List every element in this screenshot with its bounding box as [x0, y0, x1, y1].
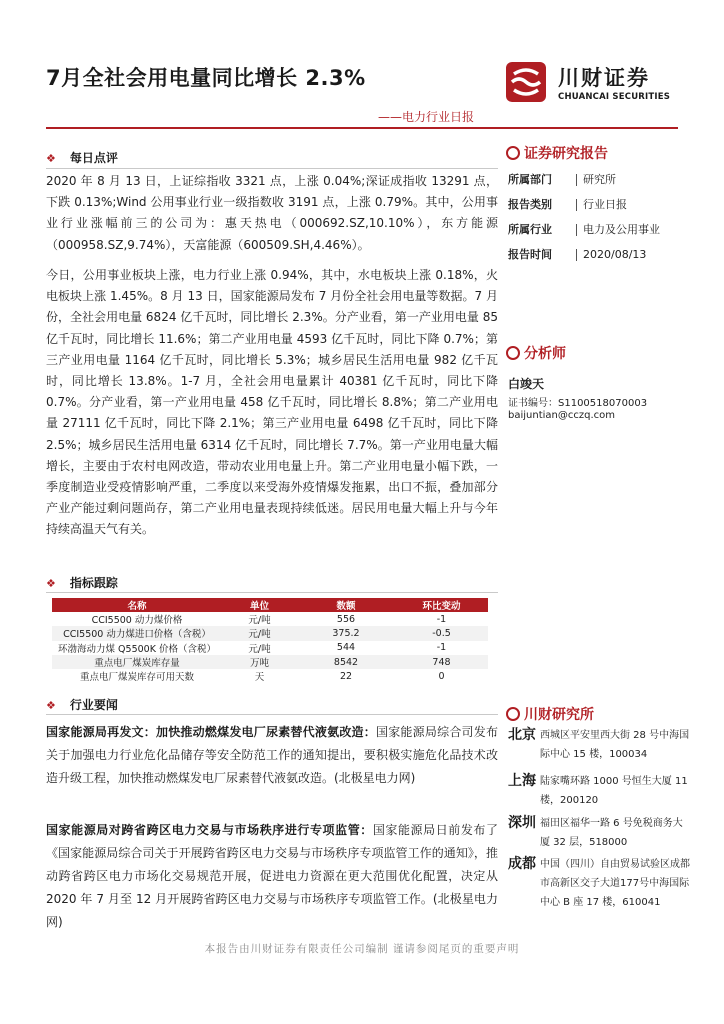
- office-address: 陆家嘴环路 1000 号恒生大厦 11 楼，200120: [540, 776, 688, 806]
- header-divider: [46, 127, 678, 129]
- table-cell: 元/吨: [248, 643, 271, 655]
- meta-row: [508, 242, 698, 267]
- table-cell: 544: [336, 642, 356, 654]
- table-row: [52, 626, 488, 640]
- report-subtitle: ——电力行业日报: [378, 110, 475, 124]
- table-cell: -1: [436, 642, 447, 654]
- footer-disclaimer: 本报告由川财证券有限责任公司编制 谨请参阅尾页的重要声明: [204, 943, 520, 955]
- heading-text: 分析师: [524, 346, 566, 362]
- report-title: 7月全社会用电量同比增长 2.3%: [46, 66, 366, 90]
- analyst-name: 白竣天: [508, 377, 545, 391]
- meta-key: 所属部门: [508, 173, 552, 186]
- meta-value: 2020/08/13: [576, 249, 646, 261]
- circle-info-icon: [506, 346, 520, 360]
- chuancai-logo-icon: [506, 62, 546, 102]
- logo-chinese-name: 川财证券: [558, 66, 650, 90]
- section-underline: [46, 168, 498, 169]
- office-city: 成都: [508, 856, 536, 872]
- report-info-heading: [506, 143, 608, 163]
- section-heading: 每日点评: [69, 151, 118, 165]
- section-heading: 指标跟踪: [69, 576, 118, 590]
- column-header: 名称: [52, 598, 222, 612]
- meta-row: [508, 167, 698, 192]
- meta-row: [508, 217, 698, 242]
- table-cell: 8542: [297, 655, 395, 669]
- news-headline: 国家能源局再发文：加快推动燃煤发电厂尿素替代液氨改造：: [46, 725, 376, 739]
- daily-review-paragraph-2: 今日，公用事业板块上涨，电力行业上涨 0.94%，其中，水电板块上涨 0.18%，火电板块上涨 1.45%。8 月 13 日，国家能源局发布 7 月份全社会用电量等数据。7 月份，全社会用电量 6824 亿千瓦时，同比增长 2.3%。分产业看，第一产业用电量 85 亿千瓦时，同比增长 11.6%；第二产业用电量 4593 亿千瓦时，同比下降 0.7%；第三产业用电量 1164 亿千瓦时，同比增长 5.3%；城乡居民生活用电量 982 亿千瓦时，同比增长 13.8%。1-7 月，全社会用电量累计 40381 亿千瓦时，同比下降 0.7%。分产业看，第一产业用电量 458 亿千瓦时，同比增长 8.8%；第二产业用电量 27111 亿千瓦时，同比下降 2.1%；第三产业用电量 6498 亿千瓦时，同比下降 2.5%；城乡居民生活用电量 6314 亿千瓦时，同比增长 7.7%。第一产业用电量大幅增长，主要由于农村电网改造，带动农业用电量上升。第二产业用电量小幅下跌，一季度制造业受疫情影响严重，二季度以来受海外疫情爆发拖累，出口不振，叠加部分产业产能过剩问题尚存，第二产业用电量表现持续低迷。居民用电量大幅上升与今年持续高温天气有关。: [46, 268, 498, 537]
- news-body: 国家能源局综合司发布关于加强电力行业危化品储存等安全防范工作的通知提出，要积极实施危化品技术改造升级工程，加快推动燃煤发电厂尿素替代液氨改造。(北极星电力网): [46, 725, 498, 785]
- table-cell: 748: [395, 655, 488, 669]
- meta-value: 行业日报: [576, 199, 627, 211]
- table-cell: CCI5500 动力煤价格: [91, 615, 183, 627]
- daily-review-paragraph-1: 2020 年 8 月 13 日，上证综指收 3321 点，上涨 0.04%;深证成指收 13291 点，下跌 0.13%;Wind 公用事业行业一级指数收 3191 点，上涨 0.79%。其中，公用事业行业涨幅前三的公司为：惠天热电（000692.SZ,10.10%），东方能源（000958.SZ,9.74%），天富能源（600509.SH,4.46%）。: [46, 174, 498, 252]
- office-address: 福田区福华一路 6 号免税商务大厦 32 层，518000: [540, 818, 683, 848]
- indicator-table-wrapper: [52, 598, 488, 683]
- section-underline: [46, 714, 498, 715]
- table-cell: -1: [436, 613, 447, 625]
- meta-value: 研究所: [576, 174, 616, 186]
- analyst-heading: [506, 343, 566, 363]
- heading-text: 川财研究所: [524, 707, 594, 723]
- table-cell: 375.2: [297, 626, 395, 640]
- section-indicators: [46, 574, 118, 591]
- company-logo: [506, 62, 706, 108]
- table-header-row: [52, 598, 488, 612]
- meta-value: 电力及公用事业: [576, 224, 660, 236]
- diamond-bullet-icon: ❖: [46, 577, 56, 590]
- section-heading: 行业要闻: [69, 698, 118, 712]
- section-underline: [46, 592, 498, 593]
- diamond-bullet-icon: ❖: [46, 152, 56, 165]
- table-cell: 22: [339, 670, 353, 682]
- column-header: 数额: [297, 598, 395, 612]
- news-body: 国家能源局日前发布了《国家能源局综合司关于开展跨省跨区电力交易与市场秩序专项监管工作的通知》，推动跨省跨区电力市场化交易规范开展，促进电力资源在更大范围优化配置，决定从 2020 年 7 月至 12 月开展跨省跨区电力交易与市场秩序专项监管工作。(北极星电力网): [46, 823, 498, 929]
- column-header: 单位: [222, 598, 297, 612]
- institute-heading: [506, 704, 594, 724]
- report-meta: [508, 167, 698, 267]
- table-row: [52, 669, 488, 683]
- news-item: [46, 819, 498, 934]
- table-cell: 0: [438, 670, 445, 682]
- meta-key: 所属行业: [508, 223, 552, 236]
- meta-key: 报告类别: [508, 198, 552, 211]
- meta-key: 报告时间: [508, 248, 552, 261]
- column-header: 环比变动: [395, 598, 488, 612]
- logo-english-name: CHUANCAI SECURITIES: [558, 92, 671, 102]
- table-cell: 重点电厂煤炭库存量: [52, 655, 222, 669]
- office-city: 深圳: [508, 815, 536, 831]
- table-row: [52, 612, 488, 626]
- news-item: [46, 721, 498, 790]
- table-cell: 天: [254, 672, 265, 684]
- table-cell: 元/吨: [248, 615, 271, 627]
- analyst-email[interactable]: baijuntian@cczq.com: [508, 410, 616, 421]
- table-cell: 环渤海动力煤 Q5500K 价格（含税）: [58, 643, 216, 655]
- diamond-bullet-icon: ❖: [46, 699, 56, 712]
- office-city: 上海: [508, 773, 536, 789]
- analyst-certificate: 证书编号：S1100518070003: [508, 398, 648, 409]
- circle-info-icon: [506, 707, 520, 721]
- heading-text: 证券研究报告: [524, 146, 608, 162]
- section-industry-news: [46, 696, 118, 713]
- meta-row: [508, 192, 698, 217]
- table-row: [52, 655, 488, 669]
- table-cell: 元/吨: [222, 626, 297, 640]
- table-cell: 万吨: [222, 655, 297, 669]
- indicator-table: [52, 598, 488, 683]
- table-cell: CCI5500 动力煤进口价格（含税）: [52, 626, 222, 640]
- circle-info-icon: [506, 146, 520, 160]
- office-address: 西城区平安里西大街 28 号中海国际中心 15 楼，100034: [540, 730, 690, 760]
- table-cell: -0.5: [395, 626, 488, 640]
- news-headline: 国家能源局对跨省跨区电力交易与市场秩序进行专项监管：: [46, 823, 373, 837]
- section-daily-review: [46, 149, 118, 166]
- table-cell: 556: [336, 613, 356, 625]
- office-address: 中国（四川）自由贸易试验区成都市高新区交子大道177号中海国际中心 B 座 17 楼，610041: [540, 859, 690, 908]
- table-cell: 重点电厂煤炭库存可用天数: [79, 672, 194, 684]
- office-city: 北京: [508, 727, 536, 743]
- table-row: [52, 641, 488, 655]
